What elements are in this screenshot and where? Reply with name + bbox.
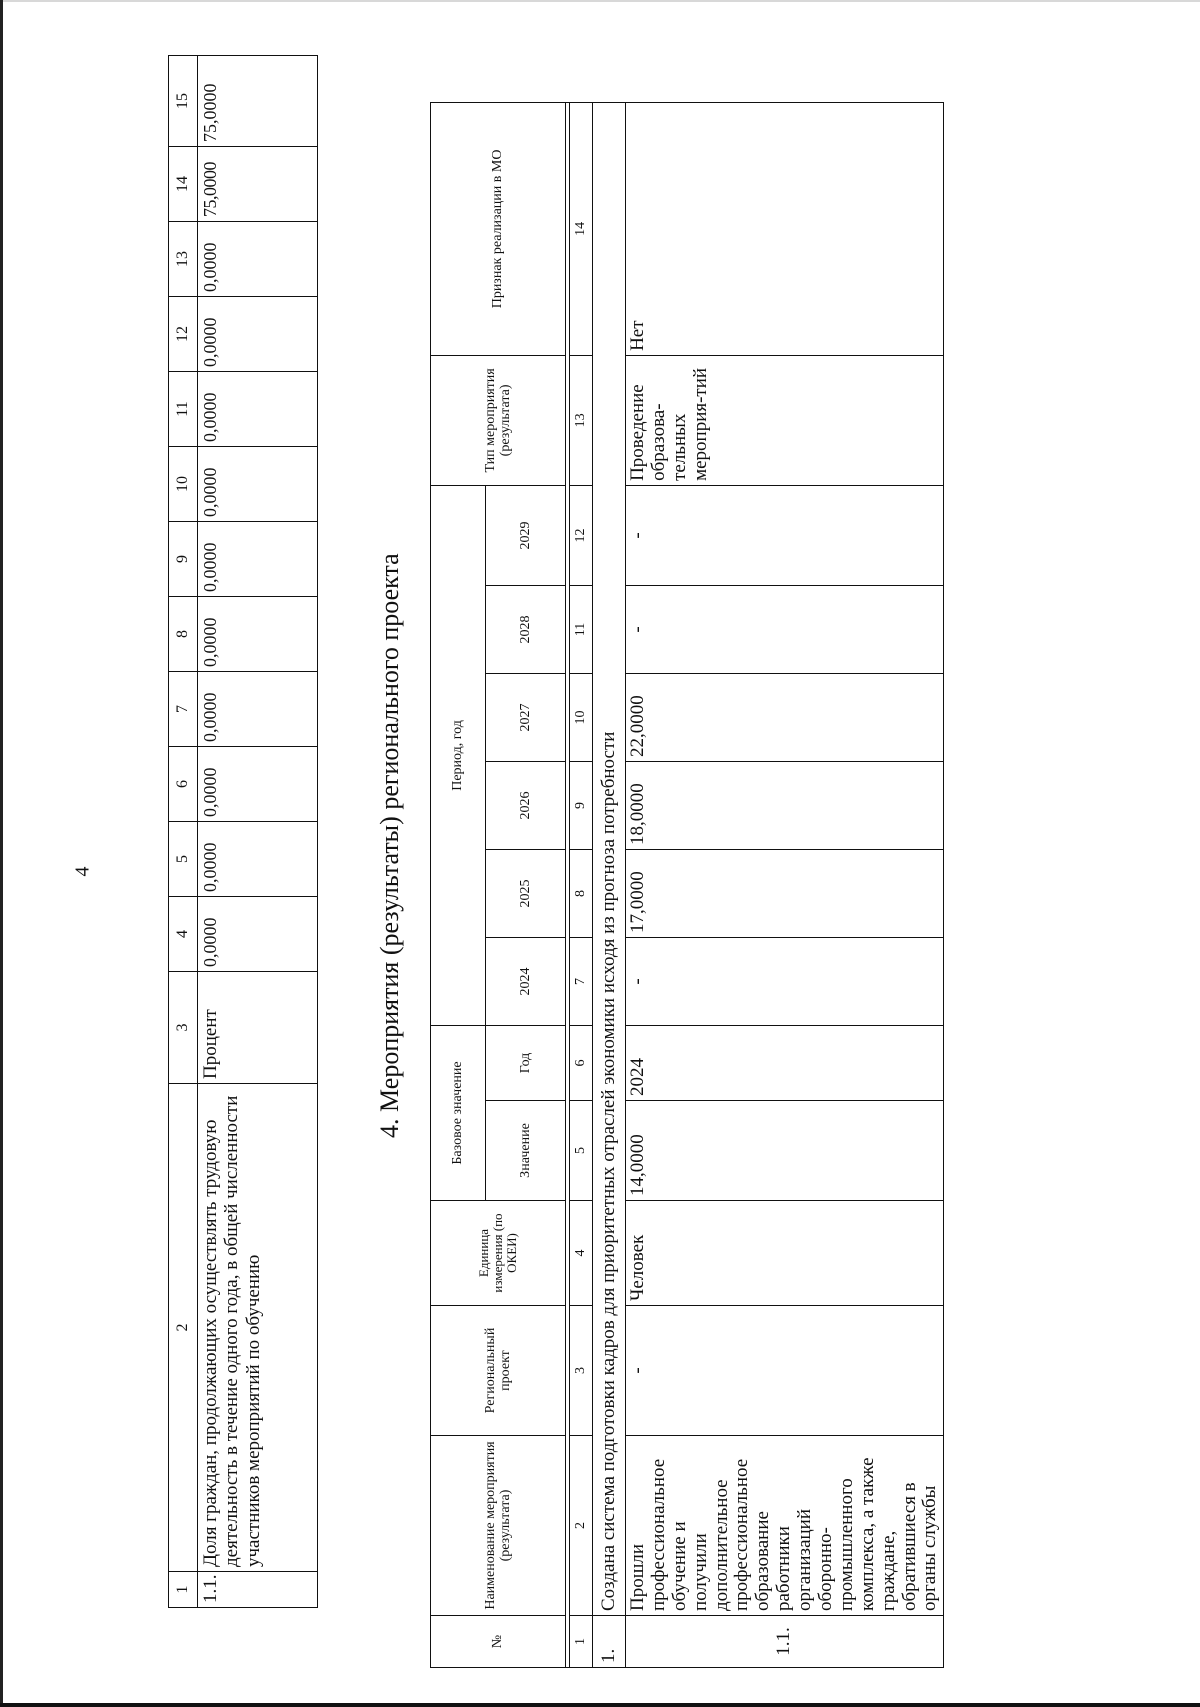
section-row — [593, 102, 626, 1667]
value-cell: 0,0000 — [198, 672, 318, 747]
header-year: 2026 — [486, 761, 566, 849]
year-value-cell: - — [626, 485, 944, 585]
year-value-cell: 22,0000 — [626, 673, 944, 761]
scan-edge — [0, 0, 3, 1707]
value-cell: 0,0000 — [198, 222, 318, 297]
col-num: 8 — [169, 597, 198, 672]
event-type-cell: Проведение образова-тельных мероприя-тий — [626, 355, 944, 485]
col-num: 13 — [169, 222, 198, 297]
header-event-type: Тип мероприятия (результата) — [431, 355, 566, 485]
header-name: Наименование мероприятия (результата) — [431, 1436, 566, 1616]
column-number-row — [570, 102, 593, 1667]
regional-project-cell: - — [626, 1306, 944, 1436]
col-num: 4 — [169, 897, 198, 972]
col-num: 3 — [169, 972, 198, 1084]
header-year: 2028 — [486, 585, 566, 673]
section-heading: 4. Мероприятия (результаты) регионального проекта — [375, 553, 404, 1138]
value-cell: 0,0000 — [198, 297, 318, 372]
header-unit: Единица измерения (по ОКЕИ) — [431, 1201, 566, 1306]
header-base-value: Базовое значение — [431, 1025, 486, 1200]
year-value-cell: - — [626, 937, 944, 1025]
header-base-value-value: Значение — [486, 1101, 566, 1201]
value-cell: 0,0000 — [198, 372, 318, 447]
col-num: 4 — [570, 1201, 593, 1306]
events-table — [430, 102, 944, 1668]
col-num: 9 — [570, 761, 593, 849]
base-year-cell: 2024 — [626, 1025, 944, 1100]
col-num: 3 — [570, 1306, 593, 1436]
indicator-name: Доля граждан, продолжающих осуществлять трудовую деятельность в течение одного года, в общей численности участников мероприятий по обучению — [198, 1084, 318, 1572]
col-num: 2 — [570, 1436, 593, 1616]
row-number: 1.1. — [198, 1572, 318, 1608]
col-num: 8 — [570, 849, 593, 937]
header-no: № — [431, 1616, 566, 1668]
col-num: 13 — [570, 355, 593, 485]
col-num: 7 — [570, 937, 593, 1025]
header-period: Период, год — [431, 485, 486, 1025]
events-table-wrapper — [430, 103, 944, 1668]
event-name: Прошли профессиональное обучение и получили дополнительное профессиональное образование работники организаций оборонно-промышленного комплекса, а также граждане, обратившиеся в органы службы — [626, 1436, 944, 1616]
col-num: 5 — [169, 822, 198, 897]
col-num: 2 — [169, 1084, 198, 1572]
value-cell: 0,0000 — [198, 522, 318, 597]
header-regional-project: Региональный проект — [431, 1306, 566, 1436]
page-number: 4 — [71, 866, 94, 877]
unit-cell: Человек — [626, 1201, 944, 1306]
header-year: 2027 — [486, 673, 566, 761]
section-title: Создана система подготовки кадров для приоритетных отраслей экономики исходя из прогноза потребности — [593, 102, 626, 1615]
value-cell: 0,0000 — [198, 897, 318, 972]
year-value-cell: 18,0000 — [626, 761, 944, 849]
col-num: 5 — [570, 1101, 593, 1201]
col-num: 14 — [570, 102, 593, 355]
col-num: 11 — [570, 585, 593, 673]
col-num: 12 — [570, 485, 593, 585]
col-num: 6 — [169, 747, 198, 822]
col-num: 14 — [169, 147, 198, 222]
header-mo-sign: Признак реализации в МО — [431, 102, 566, 355]
unit-cell: Процент — [198, 972, 318, 1084]
scan-edge — [0, 0, 1200, 2]
value-cell: 75,0000 — [198, 147, 318, 222]
header-year: 2025 — [486, 849, 566, 937]
table-row — [626, 102, 944, 1667]
base-value-cell: 14,0000 — [626, 1101, 944, 1201]
value-cell: 75,0000 — [198, 56, 318, 147]
value-cell: 0,0000 — [198, 747, 318, 822]
col-num: 12 — [169, 297, 198, 372]
mo-sign-cell: Нет — [626, 102, 944, 355]
header-year: 2024 — [486, 937, 566, 1025]
table-row — [198, 56, 318, 1608]
header-base-value-year: Год — [486, 1025, 566, 1100]
year-value-cell: 17,0000 — [626, 849, 944, 937]
value-cell: 0,0000 — [198, 447, 318, 522]
col-num: 10 — [570, 673, 593, 761]
value-cell: 0,0000 — [198, 822, 318, 897]
row-number: 1.1. — [626, 1616, 944, 1668]
header-row — [431, 102, 486, 1667]
col-num: 11 — [169, 372, 198, 447]
col-num: 9 — [169, 522, 198, 597]
section-number: 1. — [593, 1616, 626, 1668]
header-year: 2029 — [486, 485, 566, 585]
col-num: 6 — [570, 1025, 593, 1100]
col-num: 15 — [169, 56, 198, 147]
indicator-table — [168, 55, 318, 1608]
value-cell: 0,0000 — [198, 597, 318, 672]
scan-edge — [0, 1703, 1200, 1707]
indicator-table-continuation — [168, 56, 318, 1608]
col-num: 7 — [169, 672, 198, 747]
col-num: 1 — [570, 1616, 593, 1668]
col-num: 10 — [169, 447, 198, 522]
col-num: 1 — [169, 1572, 198, 1608]
year-value-cell: - — [626, 585, 944, 673]
column-number-row — [169, 56, 198, 1608]
